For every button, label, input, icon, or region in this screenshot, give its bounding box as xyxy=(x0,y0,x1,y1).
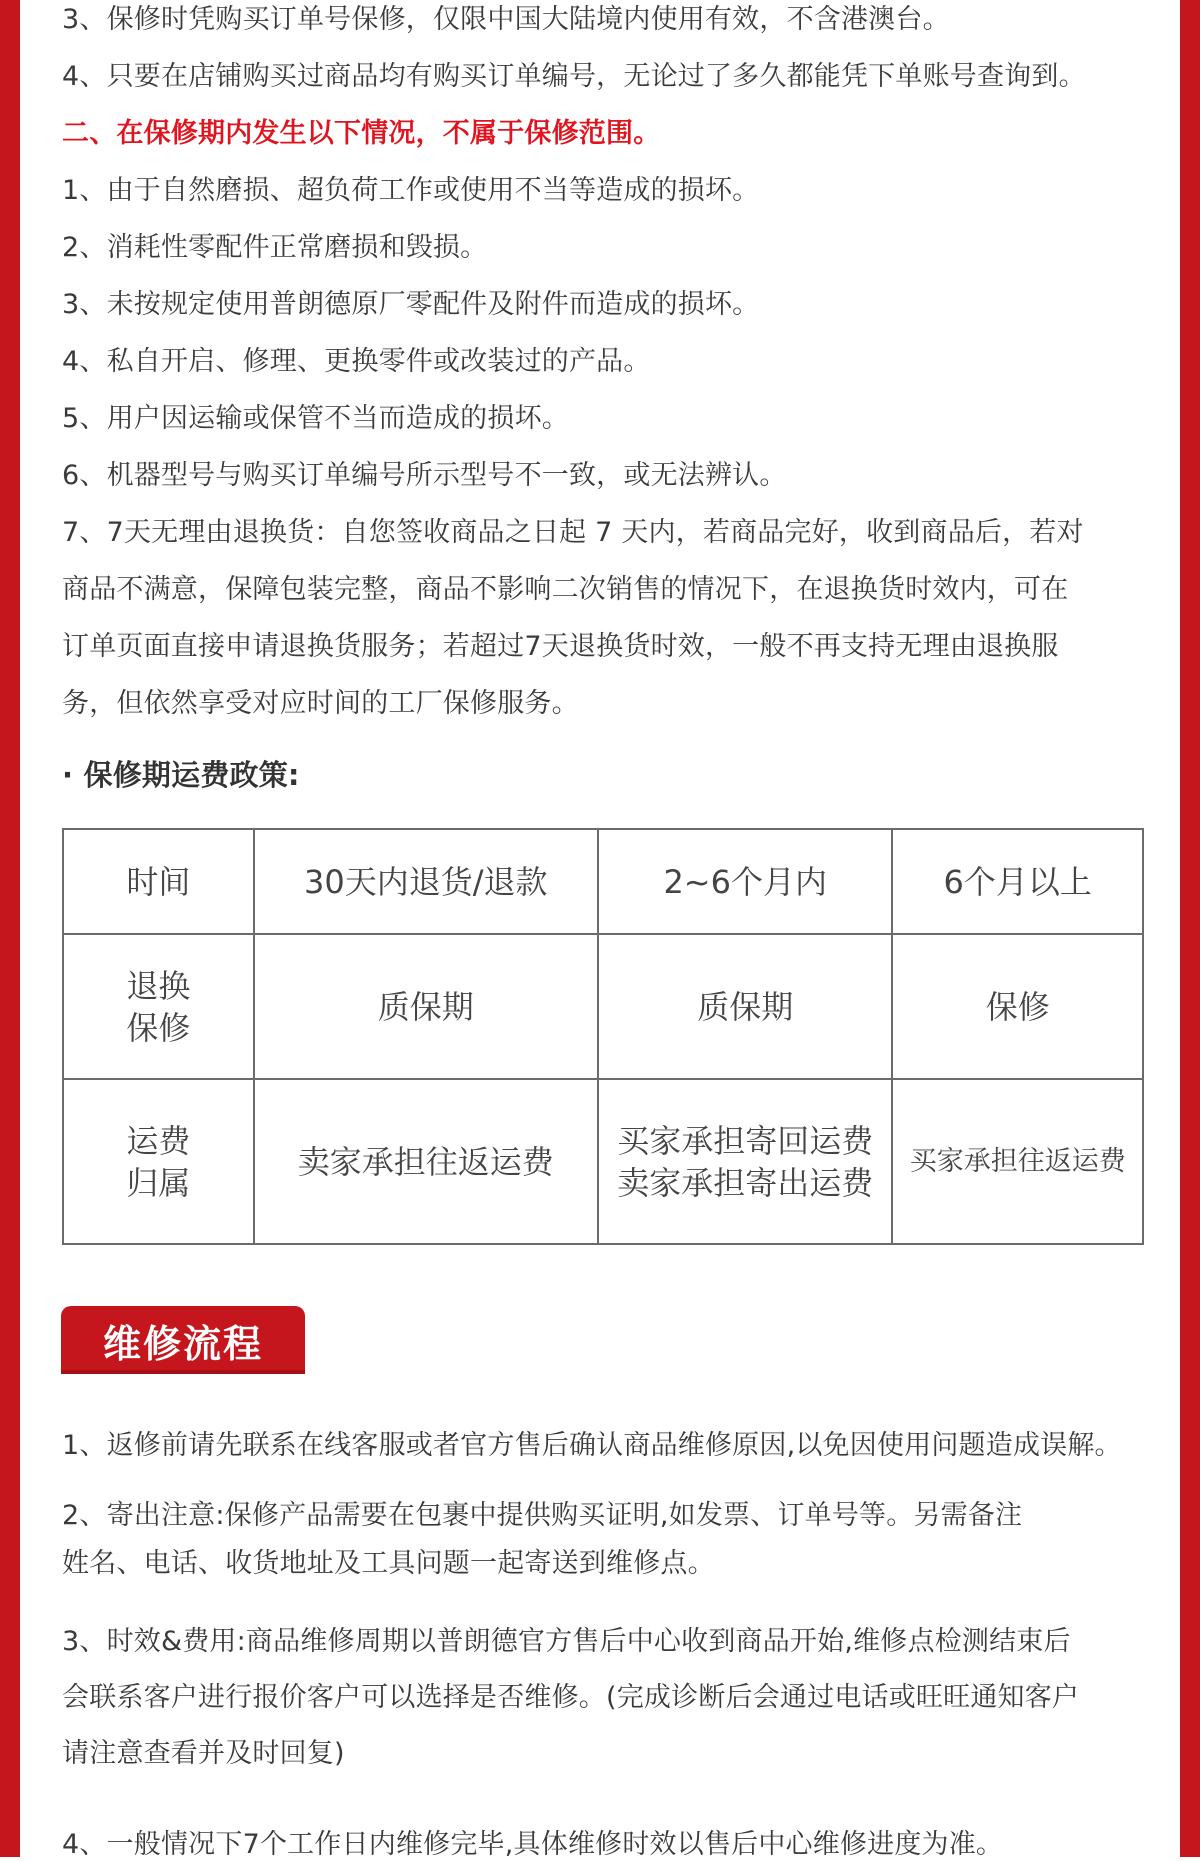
exclusion-item-7-line-4: 务，但依然享受对应时间的工厂保修服务。 xyxy=(62,688,579,719)
exclusion-item-1: 1、由于自然磨损、超负荷工作或使用不当等造成的损坏。 xyxy=(62,175,760,206)
header-cell-30-days: 30天内退货/退款 xyxy=(254,829,598,934)
row-label-freight-line-1: 运费 xyxy=(126,1121,191,1160)
header-cell-time: 时间 xyxy=(63,829,254,934)
repair-step-3-line-3: 请注意查看并及时回复) xyxy=(62,1738,345,1769)
repair-step-1: 1、返修前请先联系在线客服或者官方售后确认商品维修原因,以免因使用问题造成误解。 xyxy=(62,1430,1122,1461)
exclusion-item-7-line-2: 商品不满意，保障包装完整，商品不影响二次销售的情况下，在退换货时效内，可在 xyxy=(62,574,1069,605)
exclusion-item-7-line-3: 订单页面直接申请退换货服务；若超过7天退换货时效，一般不再支持无理由退换服 xyxy=(62,631,1059,662)
left-red-border xyxy=(0,0,20,1857)
repair-step-2-line-2: 姓名、电话、收货地址及工具问题一起寄送到维修点。 xyxy=(62,1548,715,1579)
repair-step-3-line-1: 3、时效&费用:商品维修周期以普朗德官方售后中心收到商品开始,维修点检测结束后 xyxy=(62,1626,1071,1657)
exclusion-item-6: 6、机器型号与购买订单编号所示型号不一致，或无法辨认。 xyxy=(62,460,787,491)
table-row-service xyxy=(63,934,1143,1079)
warranty-note-3: 3、保修时凭购买订单号保修，仅限中国大陆境内使用有效，不含港澳台。 xyxy=(62,4,950,35)
freight-cell-2-6-months-line-1: 买家承担寄回运费 xyxy=(617,1121,874,1160)
shipping-policy-table xyxy=(62,828,1144,1245)
exclusions-heading: 二、在保修期内发生以下情况，不属于保修范围。 xyxy=(62,118,661,149)
exclusion-item-4: 4、私自开启、修理、更换零件或改装过的产品。 xyxy=(62,346,651,377)
header-cell-2-6-months: 2~6个月内 xyxy=(598,829,892,934)
repair-process-tab-underline xyxy=(61,1370,305,1374)
exclusion-item-5: 5、用户因运输或保管不当而造成的损坏。 xyxy=(62,403,569,434)
exclusion-item-2: 2、消耗性零配件正常磨损和毁损。 xyxy=(62,232,488,263)
repair-step-2-line-1: 2、寄出注意:保修产品需要在包裹中提供购买证明,如发票、订单号等。另需备注 xyxy=(62,1500,1023,1531)
shipping-policy-heading: · 保修期运费政策: xyxy=(62,758,300,792)
header-cell-over-6-months: 6个月以上 xyxy=(892,829,1143,934)
freight-cell-30-days: 卖家承担往返运费 xyxy=(254,1079,598,1244)
freight-cell-over-6-months: 买家承担往返运费 xyxy=(892,1079,1143,1244)
right-red-border xyxy=(1180,0,1200,1857)
warranty-note-4: 4、只要在店铺购买过商品均有购买订单编号，无论过了多久都能凭下单账号查询到。 xyxy=(62,61,1086,92)
table-header-row xyxy=(63,829,1143,934)
row-label-service-line-1: 退换 xyxy=(126,966,191,1005)
repair-step-3-line-2: 会联系客户进行报价客户可以选择是否维修。(完成诊断后会通过电话或旺旺通知客户 xyxy=(62,1682,1080,1713)
freight-cell-2-6-months xyxy=(598,1079,892,1244)
row-label-service-line-2: 保修 xyxy=(126,1008,191,1047)
row-label-service xyxy=(63,934,254,1079)
service-cell-2-6-months: 质保期 xyxy=(598,934,892,1079)
repair-step-4: 4、一般情况下7个工作日内维修完毕,具体维修时效以售后中心维修进度为准。 xyxy=(62,1829,1004,1860)
row-label-freight-line-2: 归属 xyxy=(126,1163,191,1202)
table-row-freight xyxy=(63,1079,1143,1244)
exclusion-item-3: 3、未按规定使用普朗德原厂零配件及附件而造成的损坏。 xyxy=(62,289,760,320)
service-cell-over-6-months: 保修 xyxy=(892,934,1143,1079)
service-cell-30-days: 质保期 xyxy=(254,934,598,1079)
row-label-freight xyxy=(63,1079,254,1244)
freight-cell-2-6-months-line-2: 卖家承担寄出运费 xyxy=(617,1163,874,1202)
repair-process-tab: 维修流程 xyxy=(61,1306,305,1374)
exclusion-item-7-line-1: 7、7天无理由退换货：自您签收商品之日起 7 天内，若商品完好，收到商品后，若对 xyxy=(62,517,1084,548)
